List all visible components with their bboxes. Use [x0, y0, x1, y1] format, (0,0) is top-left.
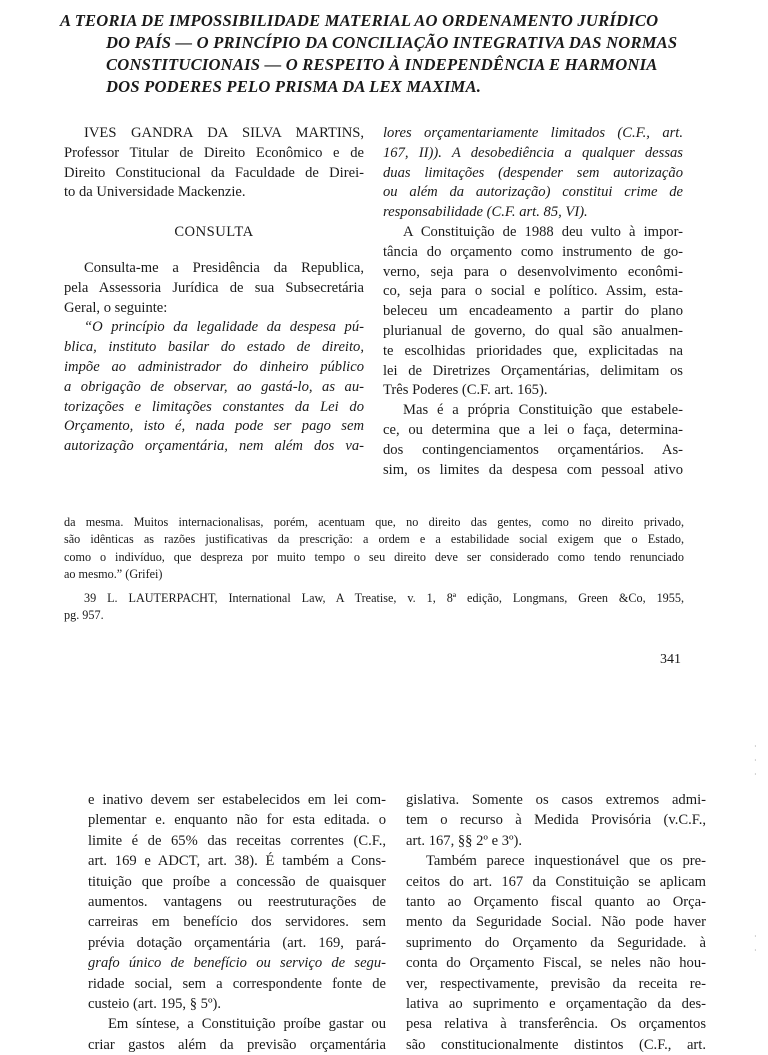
text-line: A Constituição de 1988 deu vulto à impor-	[403, 223, 683, 240]
text-line: Três Poderes (C.F. art. 165).	[383, 382, 548, 399]
quote-line: 167, II)). A desobediência a qualquer dessas	[383, 144, 683, 161]
footnote-line: são idênticas as razões justificativas da prescrição: a ordem e a estabilidade social exigem que o Estado,	[64, 532, 684, 547]
scan-artifact: · ·	[754, 932, 757, 955]
right-column	[383, 124, 683, 480]
scan-artifact: · · ·	[754, 742, 757, 779]
footnote-line: da mesma. Muitos internacionalisas, porém, acentuam que, no direito das gentes, como no direito privado,	[64, 515, 684, 529]
author-name: IVES GANDRA DA SILVA MARTINS,	[84, 125, 364, 141]
author-affiliation-line: to da Universidade Mackenzie.	[64, 184, 246, 201]
bottom-left-column	[88, 790, 386, 1055]
text-line: art. 167, §§ 2º e 3º).	[406, 832, 523, 849]
text-line: tem o recurso à Medida Provisória (v.C.F.,	[406, 812, 706, 829]
text-line: custeio (art. 195, § 5º).	[88, 996, 221, 1013]
page-number: 341	[660, 652, 681, 667]
footnote-39	[64, 590, 684, 625]
text-line: art. 169 e ADCT, art. 38). É também a Cons-	[88, 853, 386, 870]
paragraph	[64, 259, 364, 318]
section-heading: CONSULTA	[174, 224, 254, 241]
text-line: tância do orçamento como instrumento de go-	[383, 243, 683, 260]
text-line: dos contingenciamentos orçamentários. As-	[383, 441, 683, 458]
lower-page	[0, 770, 768, 1053]
footnote-line: ao mesmo.” (Grifei)	[64, 567, 163, 582]
footnote-line: como o indivíduo, que despreza por muito tempo o seu direito deve ser considerado como tendo renunciado	[64, 549, 684, 564]
text-line: suprimento do Orçamento da Seguridade. à	[406, 934, 706, 951]
quote-line: “O princípio da legalidade da despesa pú-	[84, 319, 364, 336]
text-line: Em síntese, a Constituição proíbe gastar ou	[108, 1016, 386, 1033]
quote-line: lores orçamentariamente limitados (C.F., art.	[383, 125, 683, 141]
text-line: Geral, o seguinte:	[64, 299, 168, 316]
text-line: plementar e. enquanto não for esta editada. o	[88, 812, 386, 829]
article-title	[60, 10, 720, 98]
title-line: A TEORIA DE IMPOSSIBILIDADE MATERIAL AO ORDENAMENTO JURÍDICO	[60, 11, 659, 30]
quote-line: Orçamento, isto é, nada pode ser pago sem	[64, 418, 364, 435]
text-line: plurianual de governo, do qual são anualmen-	[383, 322, 683, 339]
text-line: gislativa. Somente os casos extremos admi-	[406, 792, 706, 808]
author-affiliation-line: Direito Constitucional da Faculdade de Direi-	[64, 164, 364, 181]
footnotes	[64, 514, 684, 624]
text-line: Mas é a própria Constituição que estabele-	[403, 402, 683, 419]
text-line: e inativo devem ser estabelecidos em lei com-	[88, 792, 386, 808]
text-line: grafo único de benefício ou serviço de segu-	[88, 955, 386, 972]
quote-line: torizações e limitações constantes da Lei do	[64, 398, 364, 415]
text-line: prévia dotação orçamentária (art. 169, pará-	[88, 934, 386, 951]
author-affiliation-line: Professor Titular de Direito Econômico e de	[64, 144, 364, 161]
quote-line: duas limitações (despender sem autorização	[383, 164, 683, 181]
quote-line: blica, instituto basilar do estado de direito,	[64, 339, 364, 356]
text-line: carreiras em benefício dos servidores. sem	[88, 914, 386, 931]
text-line: co, seja para o social e político. Assim, esta-	[383, 283, 683, 300]
quotation	[64, 318, 364, 457]
footnote-continued	[64, 514, 684, 584]
text-line: tanto ao Orçamento fiscal quanto ao Orça-	[406, 894, 706, 911]
title-line: DO PAÍS — O PRINCÍPIO DA CONCILIAÇÃO INTEGRATIVA DAS NORMAS	[106, 33, 678, 52]
text-line: ridade social, sem a correspondente fonte de	[88, 975, 386, 992]
text-line: Consulta-me a Presidência da Republica,	[84, 259, 364, 276]
text-line: ceitos do art. 167 da Constituição se aplicam	[406, 873, 706, 890]
footnote-line: 39 L. LAUTERPACHT, International Law, A Treatise, v. 1, 8ª edição, Longmans, Green &Co, 1955,	[84, 590, 684, 605]
text-line: te escolhidas prioridades que, explicitadas na	[383, 342, 683, 359]
text-line: tituição que proíbe a concessão de quaisquer	[88, 873, 386, 890]
text-line: verno, seja para o desenvolvimento econômi-	[383, 263, 683, 280]
text-line: pesa relativa à transferência. Os orçamentos	[406, 1016, 706, 1033]
left-column	[64, 124, 364, 457]
text-line: sim, os limites da despesa com pessoal ativo	[383, 461, 683, 478]
text-line: Também parece inquestionável que os pre-	[426, 853, 706, 870]
quote-line: responsabilidade (C.F. art. 85, VI).	[383, 204, 588, 221]
footnote-line: pg. 957.	[64, 608, 104, 623]
text-line: são constitucionalmente distintos (C.F., art.	[406, 1036, 706, 1053]
text-line: limite é de 65% das receitas correntes (C.F.,	[88, 832, 386, 849]
paragraph	[383, 401, 683, 480]
text-line: lei de Diretrizes Orçamentárias, delimitam os	[383, 362, 683, 379]
quotation-continued	[383, 124, 683, 223]
text-line: conta do Orçamento Fiscal, se neles não hou-	[406, 955, 706, 972]
text-line: aumentos. vantagens ou reestruturações de	[88, 894, 386, 911]
quote-line: a obrigação de observar, ao gastá-lo, as au-	[64, 378, 364, 395]
text-line: lativa ao suprimento e orçamentação da des-	[406, 996, 706, 1013]
title-line: CONSTITUCIONAIS — O RESPEITO À INDEPENDÊNCIA E HARMONIA	[106, 55, 658, 74]
quote-line: ou além da autorização) constitui crime de	[383, 184, 683, 201]
quote-line: impõe ao administrador do dinheiro público	[64, 358, 364, 375]
text-line: beleceu um encadeamento a partir do plano	[383, 303, 683, 320]
quote-line: autorização orçamentária, nem além dos va-	[64, 438, 364, 455]
title-line: DOS PODERES PELO PRISMA DA LEX MAXIMA.	[106, 77, 482, 96]
text-line: pela Assessoria Jurídica de sua Subsecretária	[64, 279, 364, 296]
paragraph	[383, 223, 683, 401]
text-line: mento da Seguridade Social. Não pode haver	[406, 914, 706, 931]
text-line: ce, ou determina que a lei o faça, determina-	[383, 421, 683, 438]
text-line: ver, respectivamente, previsão da receita re-	[406, 975, 706, 992]
author-block	[64, 124, 364, 203]
bottom-right-column	[406, 790, 706, 1055]
text-line: criar gastos além da previsão orçamentária	[88, 1036, 386, 1053]
